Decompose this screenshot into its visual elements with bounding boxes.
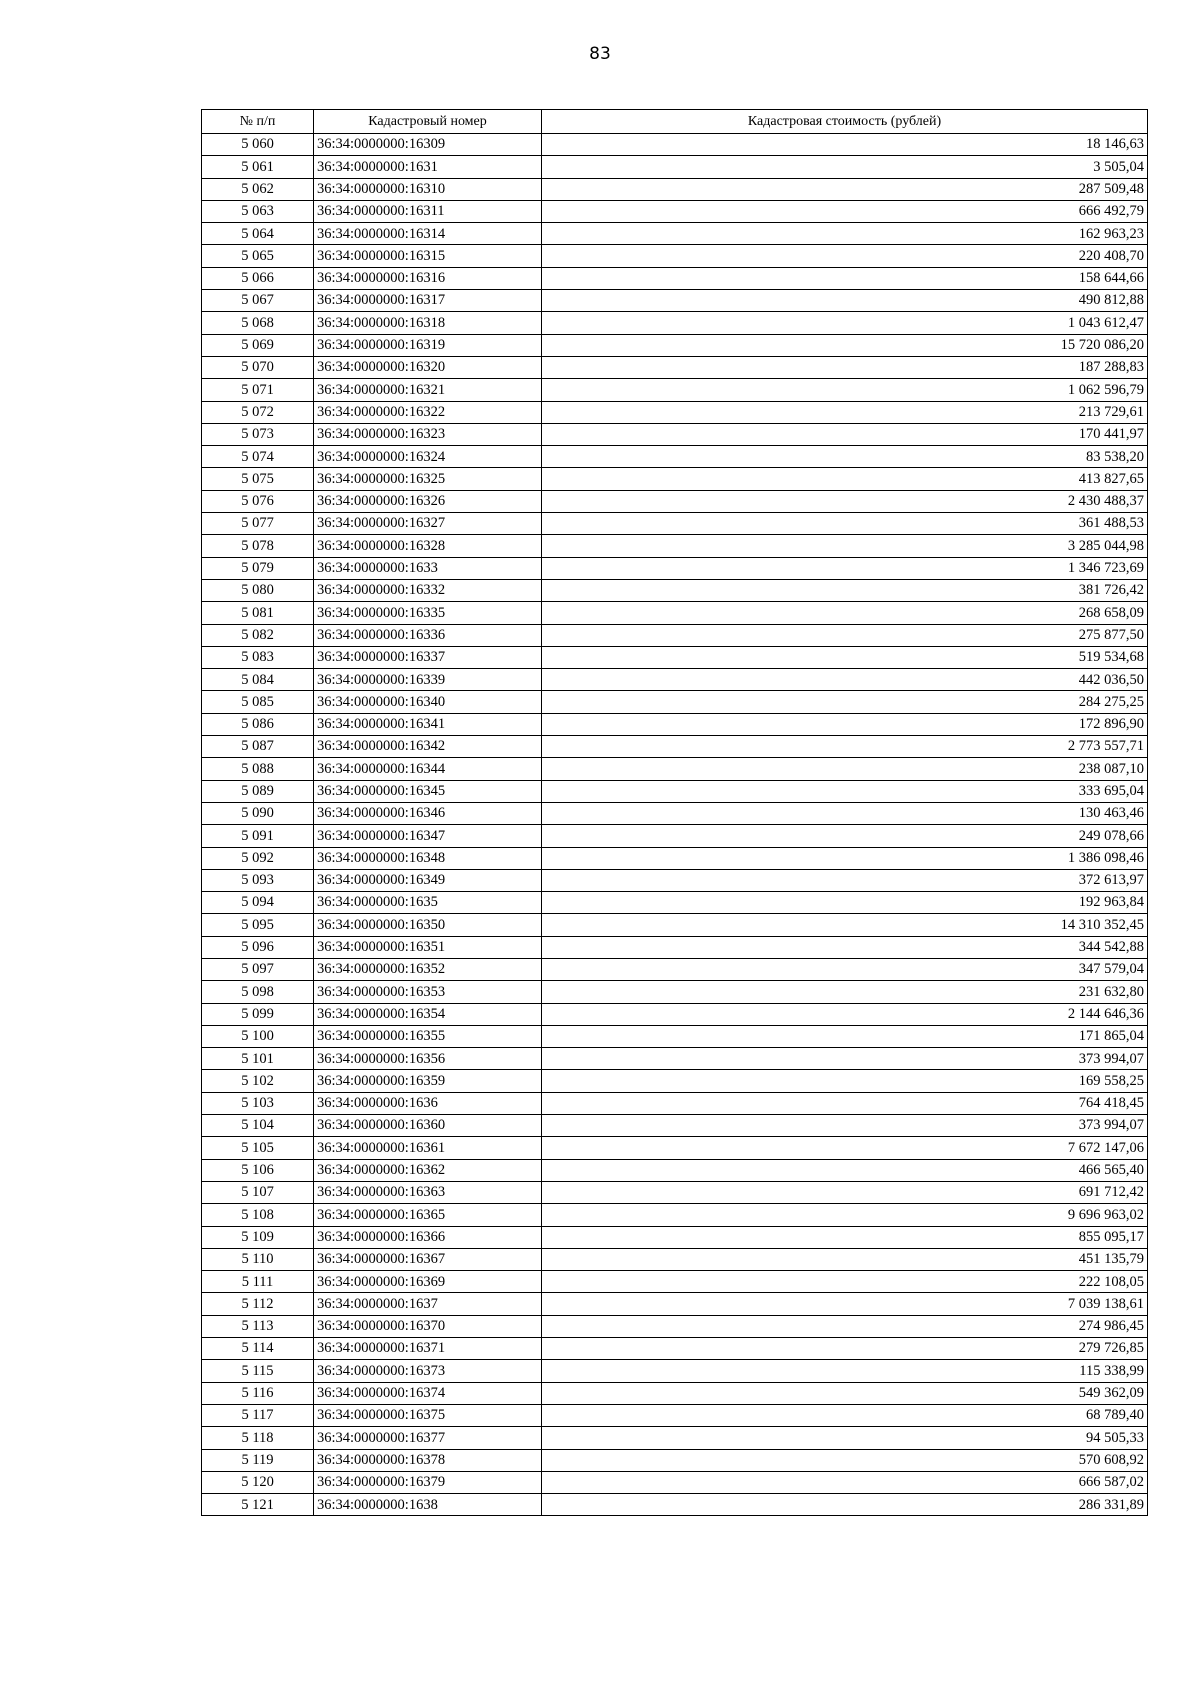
- row-number-cell: 5 079: [202, 557, 314, 579]
- cadastral-value-cell: 372 613,97: [542, 869, 1148, 891]
- row-number-cell: 5 102: [202, 1070, 314, 1092]
- table-row: [202, 713, 1148, 735]
- cadastral-number-cell: 36:34:0000000:16335: [314, 602, 542, 624]
- table-row: [202, 1449, 1148, 1471]
- table-row: [202, 1137, 1148, 1159]
- row-number-cell: 5 118: [202, 1427, 314, 1449]
- table-row: [202, 1382, 1148, 1404]
- row-number-cell: 5 106: [202, 1159, 314, 1181]
- row-number-cell: 5 104: [202, 1115, 314, 1137]
- row-number-cell: 5 070: [202, 356, 314, 378]
- cadastral-value-cell: 18 146,63: [542, 134, 1148, 156]
- cadastral-number-cell: 36:34:0000000:16346: [314, 802, 542, 824]
- table-row: [202, 1115, 1148, 1137]
- cadastral-number-cell: 36:34:0000000:16349: [314, 869, 542, 891]
- row-number-cell: 5 075: [202, 468, 314, 490]
- cadastral-value-cell: 373 994,07: [542, 1048, 1148, 1070]
- cadastral-number-cell: 36:34:0000000:16353: [314, 981, 542, 1003]
- table-row: [202, 1181, 1148, 1203]
- table-row: [202, 1427, 1148, 1449]
- table-header: [202, 110, 1148, 134]
- table-row: [202, 1070, 1148, 1092]
- row-number-cell: 5 108: [202, 1204, 314, 1226]
- cadastral-number-cell: 36:34:0000000:16332: [314, 579, 542, 601]
- row-number-cell: 5 083: [202, 646, 314, 668]
- table-row: [202, 446, 1148, 468]
- cadastral-number-cell: 36:34:0000000:16328: [314, 535, 542, 557]
- cadastral-value-cell: 268 658,09: [542, 602, 1148, 624]
- table-row: [202, 602, 1148, 624]
- table-row: [202, 981, 1148, 1003]
- table-row: [202, 1338, 1148, 1360]
- cadastral-value-cell: 381 726,42: [542, 579, 1148, 601]
- cadastral-number-cell: 36:34:0000000:16323: [314, 423, 542, 445]
- cadastral-number-cell: 36:34:0000000:16320: [314, 356, 542, 378]
- cadastral-value-cell: 2 144 646,36: [542, 1003, 1148, 1025]
- cadastral-value-cell: 361 488,53: [542, 513, 1148, 535]
- cadastral-number-cell: 36:34:0000000:1638: [314, 1494, 542, 1516]
- row-number-cell: 5 084: [202, 669, 314, 691]
- row-number-cell: 5 062: [202, 178, 314, 200]
- table-row: [202, 290, 1148, 312]
- row-number-cell: 5 092: [202, 847, 314, 869]
- row-number-cell: 5 065: [202, 245, 314, 267]
- cadastral-value-cell: 192 963,84: [542, 892, 1148, 914]
- cadastral-number-cell: 36:34:0000000:16360: [314, 1115, 542, 1137]
- cadastral-number-cell: 36:34:0000000:16375: [314, 1404, 542, 1426]
- table-row: [202, 1092, 1148, 1114]
- cadastral-value-cell: 764 418,45: [542, 1092, 1148, 1114]
- cadastral-value-cell: 490 812,88: [542, 290, 1148, 312]
- cadastral-number-cell: 36:34:0000000:16327: [314, 513, 542, 535]
- row-number-cell: 5 078: [202, 535, 314, 557]
- cadastral-value-cell: 275 877,50: [542, 624, 1148, 646]
- cadastral-number-cell: 36:34:0000000:16311: [314, 200, 542, 222]
- row-number-cell: 5 090: [202, 802, 314, 824]
- row-number-cell: 5 119: [202, 1449, 314, 1471]
- cadastral-number-cell: 36:34:0000000:16325: [314, 468, 542, 490]
- cadastral-value-cell: 169 558,25: [542, 1070, 1148, 1092]
- table-row: [202, 825, 1148, 847]
- row-number-cell: 5 109: [202, 1226, 314, 1248]
- cadastral-number-cell: 36:34:0000000:1637: [314, 1293, 542, 1315]
- table-row: [202, 535, 1148, 557]
- cadastral-value-cell: 9 696 963,02: [542, 1204, 1148, 1226]
- cadastral-value-cell: 691 712,42: [542, 1181, 1148, 1203]
- cadastral-value-cell: 287 509,48: [542, 178, 1148, 200]
- cadastral-value-cell: 231 632,80: [542, 981, 1148, 1003]
- row-number-cell: 5 081: [202, 602, 314, 624]
- cadastral-number-cell: 36:34:0000000:16377: [314, 1427, 542, 1449]
- cadastral-value-cell: 549 362,09: [542, 1382, 1148, 1404]
- cadastral-number-cell: 36:34:0000000:16318: [314, 312, 542, 334]
- cadastral-value-cell: 15 720 086,20: [542, 334, 1148, 356]
- row-number-cell: 5 112: [202, 1293, 314, 1315]
- cadastral-number-cell: 36:34:0000000:16326: [314, 490, 542, 512]
- table-row: [202, 156, 1148, 178]
- cadastral-value-cell: 466 565,40: [542, 1159, 1148, 1181]
- table-row: [202, 223, 1148, 245]
- cadastral-value-cell: 344 542,88: [542, 936, 1148, 958]
- page-number: 83: [589, 44, 611, 64]
- row-number-cell: 5 105: [202, 1137, 314, 1159]
- table-row: [202, 1003, 1148, 1025]
- cadastral-number-cell: 36:34:0000000:16314: [314, 223, 542, 245]
- table-row: [202, 312, 1148, 334]
- row-number-cell: 5 096: [202, 936, 314, 958]
- cadastral-number-cell: 36:34:0000000:16337: [314, 646, 542, 668]
- table-row: [202, 401, 1148, 423]
- cadastral-value-cell: 162 963,23: [542, 223, 1148, 245]
- cadastral-table: [201, 109, 1148, 1516]
- header-cadastral-value: Кадастровая стоимость (рублей): [542, 110, 1148, 134]
- cadastral-number-cell: 36:34:0000000:16350: [314, 914, 542, 936]
- table-row: [202, 1248, 1148, 1270]
- cadastral-value-cell: 83 538,20: [542, 446, 1148, 468]
- cadastral-number-cell: 36:34:0000000:16321: [314, 379, 542, 401]
- row-number-cell: 5 068: [202, 312, 314, 334]
- table-row: [202, 1315, 1148, 1337]
- cadastral-value-cell: 333 695,04: [542, 780, 1148, 802]
- table-row: [202, 1159, 1148, 1181]
- cadastral-number-cell: 36:34:0000000:16336: [314, 624, 542, 646]
- row-number-cell: 5 066: [202, 267, 314, 289]
- cadastral-value-cell: 855 095,17: [542, 1226, 1148, 1248]
- cadastral-number-cell: 36:34:0000000:16371: [314, 1338, 542, 1360]
- cadastral-value-cell: 220 408,70: [542, 245, 1148, 267]
- table-row: [202, 1404, 1148, 1426]
- cadastral-number-cell: 36:34:0000000:16347: [314, 825, 542, 847]
- cadastral-number-cell: 36:34:0000000:16310: [314, 178, 542, 200]
- header-row: [202, 110, 1148, 134]
- cadastral-value-cell: 172 896,90: [542, 713, 1148, 735]
- row-number-cell: 5 111: [202, 1271, 314, 1293]
- cadastral-number-cell: 36:34:0000000:16348: [314, 847, 542, 869]
- cadastral-value-cell: 347 579,04: [542, 958, 1148, 980]
- cadastral-number-cell: 36:34:0000000:16342: [314, 736, 542, 758]
- cadastral-number-cell: 36:34:0000000:16363: [314, 1181, 542, 1203]
- row-number-cell: 5 121: [202, 1494, 314, 1516]
- row-number-cell: 5 069: [202, 334, 314, 356]
- table-row: [202, 1025, 1148, 1047]
- row-number-cell: 5 095: [202, 914, 314, 936]
- cadastral-number-cell: 36:34:0000000:1635: [314, 892, 542, 914]
- cadastral-number-cell: 36:34:0000000:1633: [314, 557, 542, 579]
- cadastral-number-cell: 36:34:0000000:16373: [314, 1360, 542, 1382]
- cadastral-value-cell: 130 463,46: [542, 802, 1148, 824]
- table-row: [202, 1204, 1148, 1226]
- cadastral-number-cell: 36:34:0000000:16356: [314, 1048, 542, 1070]
- cadastral-value-cell: 3 505,04: [542, 156, 1148, 178]
- cadastral-value-cell: 442 036,50: [542, 669, 1148, 691]
- table-row: [202, 468, 1148, 490]
- cadastral-number-cell: 36:34:0000000:16315: [314, 245, 542, 267]
- table-row: [202, 423, 1148, 445]
- cadastral-value-cell: 222 108,05: [542, 1271, 1148, 1293]
- row-number-cell: 5 120: [202, 1471, 314, 1493]
- row-number-cell: 5 080: [202, 579, 314, 601]
- row-number-cell: 5 117: [202, 1404, 314, 1426]
- cadastral-number-cell: 36:34:0000000:16354: [314, 1003, 542, 1025]
- cadastral-value-cell: 249 078,66: [542, 825, 1148, 847]
- row-number-cell: 5 091: [202, 825, 314, 847]
- cadastral-number-cell: 36:34:0000000:16374: [314, 1382, 542, 1404]
- cadastral-number-cell: 36:34:0000000:16367: [314, 1248, 542, 1270]
- table-row: [202, 936, 1148, 958]
- cadastral-value-cell: 94 505,33: [542, 1427, 1148, 1449]
- cadastral-number-cell: 36:34:0000000:16351: [314, 936, 542, 958]
- table-row: [202, 780, 1148, 802]
- row-number-cell: 5 074: [202, 446, 314, 468]
- cadastral-number-cell: 36:34:0000000:16352: [314, 958, 542, 980]
- cadastral-value-cell: 171 865,04: [542, 1025, 1148, 1047]
- cadastral-value-cell: 666 492,79: [542, 200, 1148, 222]
- cadastral-value-cell: 666 587,02: [542, 1471, 1148, 1493]
- row-number-cell: 5 073: [202, 423, 314, 445]
- cadastral-value-cell: 238 087,10: [542, 758, 1148, 780]
- cadastral-number-cell: 36:34:0000000:16365: [314, 1204, 542, 1226]
- cadastral-number-cell: 36:34:0000000:16309: [314, 134, 542, 156]
- row-number-cell: 5 071: [202, 379, 314, 401]
- table-row: [202, 513, 1148, 535]
- table-row: [202, 736, 1148, 758]
- header-row-number: № п/п: [202, 110, 314, 134]
- row-number-cell: 5 064: [202, 223, 314, 245]
- cadastral-value-cell: 115 338,99: [542, 1360, 1148, 1382]
- cadastral-number-cell: 36:34:0000000:16362: [314, 1159, 542, 1181]
- table-row: [202, 1471, 1148, 1493]
- cadastral-number-cell: 36:34:0000000:16344: [314, 758, 542, 780]
- table-row: [202, 178, 1148, 200]
- row-number-cell: 5 110: [202, 1248, 314, 1270]
- row-number-cell: 5 093: [202, 869, 314, 891]
- cadastral-value-cell: 284 275,25: [542, 691, 1148, 713]
- table-row: [202, 134, 1148, 156]
- cadastral-number-cell: 36:34:0000000:16361: [314, 1137, 542, 1159]
- cadastral-number-cell: 36:34:0000000:16345: [314, 780, 542, 802]
- table-row: [202, 914, 1148, 936]
- cadastral-value-cell: 2 773 557,71: [542, 736, 1148, 758]
- row-number-cell: 5 082: [202, 624, 314, 646]
- table-row: [202, 802, 1148, 824]
- cadastral-number-cell: 36:34:0000000:16324: [314, 446, 542, 468]
- table-row: [202, 1360, 1148, 1382]
- cadastral-number-cell: 36:34:0000000:16339: [314, 669, 542, 691]
- table-row: [202, 624, 1148, 646]
- table-row: [202, 847, 1148, 869]
- row-number-cell: 5 103: [202, 1092, 314, 1114]
- table-row: [202, 379, 1148, 401]
- table-row: [202, 669, 1148, 691]
- cadastral-value-cell: 3 285 044,98: [542, 535, 1148, 557]
- cadastral-number-cell: 36:34:0000000:16316: [314, 267, 542, 289]
- table-row: [202, 1293, 1148, 1315]
- table-row: [202, 691, 1148, 713]
- cadastral-value-cell: 7 672 147,06: [542, 1137, 1148, 1159]
- table-row: [202, 579, 1148, 601]
- cadastral-number-cell: 36:34:0000000:16378: [314, 1449, 542, 1471]
- header-cadastral-number: Кадастровый номер: [314, 110, 542, 134]
- table-row: [202, 1494, 1148, 1516]
- cadastral-value-cell: 213 729,61: [542, 401, 1148, 423]
- cadastral-value-cell: 274 986,45: [542, 1315, 1148, 1337]
- row-number-cell: 5 089: [202, 780, 314, 802]
- cadastral-number-cell: 36:34:0000000:16379: [314, 1471, 542, 1493]
- cadastral-value-cell: 519 534,68: [542, 646, 1148, 668]
- row-number-cell: 5 114: [202, 1338, 314, 1360]
- cadastral-value-cell: 2 430 488,37: [542, 490, 1148, 512]
- cadastral-value-cell: 68 789,40: [542, 1404, 1148, 1426]
- table-row: [202, 356, 1148, 378]
- row-number-cell: 5 116: [202, 1382, 314, 1404]
- cadastral-value-cell: 570 608,92: [542, 1449, 1148, 1471]
- table-row: [202, 334, 1148, 356]
- table-row: [202, 1226, 1148, 1248]
- cadastral-value-cell: 279 726,85: [542, 1338, 1148, 1360]
- cadastral-number-cell: 36:34:0000000:16359: [314, 1070, 542, 1092]
- cadastral-value-cell: 14 310 352,45: [542, 914, 1148, 936]
- table-row: [202, 1048, 1148, 1070]
- cadastral-value-cell: 286 331,89: [542, 1494, 1148, 1516]
- row-number-cell: 5 088: [202, 758, 314, 780]
- cadastral-value-cell: 373 994,07: [542, 1115, 1148, 1137]
- row-number-cell: 5 086: [202, 713, 314, 735]
- table-body: [202, 134, 1148, 1516]
- row-number-cell: 5 087: [202, 736, 314, 758]
- cadastral-number-cell: 36:34:0000000:16369: [314, 1271, 542, 1293]
- cadastral-value-cell: 187 288,83: [542, 356, 1148, 378]
- table-row: [202, 557, 1148, 579]
- row-number-cell: 5 077: [202, 513, 314, 535]
- cadastral-number-cell: 36:34:0000000:1631: [314, 156, 542, 178]
- row-number-cell: 5 101: [202, 1048, 314, 1070]
- cadastral-number-cell: 36:34:0000000:16341: [314, 713, 542, 735]
- cadastral-value-cell: 158 644,66: [542, 267, 1148, 289]
- cadastral-number-cell: 36:34:0000000:16355: [314, 1025, 542, 1047]
- row-number-cell: 5 107: [202, 1181, 314, 1203]
- cadastral-value-cell: 451 135,79: [542, 1248, 1148, 1270]
- row-number-cell: 5 113: [202, 1315, 314, 1337]
- row-number-cell: 5 061: [202, 156, 314, 178]
- table-row: [202, 490, 1148, 512]
- cadastral-value-cell: 1 043 612,47: [542, 312, 1148, 334]
- table-row: [202, 869, 1148, 891]
- table-row: [202, 245, 1148, 267]
- table-row: [202, 958, 1148, 980]
- table-row: [202, 200, 1148, 222]
- row-number-cell: 5 115: [202, 1360, 314, 1382]
- table-row: [202, 267, 1148, 289]
- row-number-cell: 5 100: [202, 1025, 314, 1047]
- row-number-cell: 5 076: [202, 490, 314, 512]
- row-number-cell: 5 067: [202, 290, 314, 312]
- row-number-cell: 5 099: [202, 1003, 314, 1025]
- cadastral-value-cell: 7 039 138,61: [542, 1293, 1148, 1315]
- cadastral-number-cell: 36:34:0000000:16322: [314, 401, 542, 423]
- cadastral-number-cell: 36:34:0000000:16340: [314, 691, 542, 713]
- table-row: [202, 758, 1148, 780]
- table-row: [202, 892, 1148, 914]
- cadastral-number-cell: 36:34:0000000:16317: [314, 290, 542, 312]
- cadastral-number-cell: 36:34:0000000:16366: [314, 1226, 542, 1248]
- cadastral-number-cell: 36:34:0000000:16319: [314, 334, 542, 356]
- row-number-cell: 5 098: [202, 981, 314, 1003]
- cadastral-value-cell: 170 441,97: [542, 423, 1148, 445]
- row-number-cell: 5 097: [202, 958, 314, 980]
- cadastral-number-cell: 36:34:0000000:1636: [314, 1092, 542, 1114]
- row-number-cell: 5 094: [202, 892, 314, 914]
- row-number-cell: 5 085: [202, 691, 314, 713]
- cadastral-value-cell: 413 827,65: [542, 468, 1148, 490]
- cadastral-table-container: [201, 109, 1148, 1516]
- cadastral-value-cell: 1 386 098,46: [542, 847, 1148, 869]
- cadastral-value-cell: 1 062 596,79: [542, 379, 1148, 401]
- row-number-cell: 5 072: [202, 401, 314, 423]
- table-row: [202, 1271, 1148, 1293]
- table-row: [202, 646, 1148, 668]
- row-number-cell: 5 063: [202, 200, 314, 222]
- cadastral-number-cell: 36:34:0000000:16370: [314, 1315, 542, 1337]
- row-number-cell: 5 060: [202, 134, 314, 156]
- cadastral-value-cell: 1 346 723,69: [542, 557, 1148, 579]
